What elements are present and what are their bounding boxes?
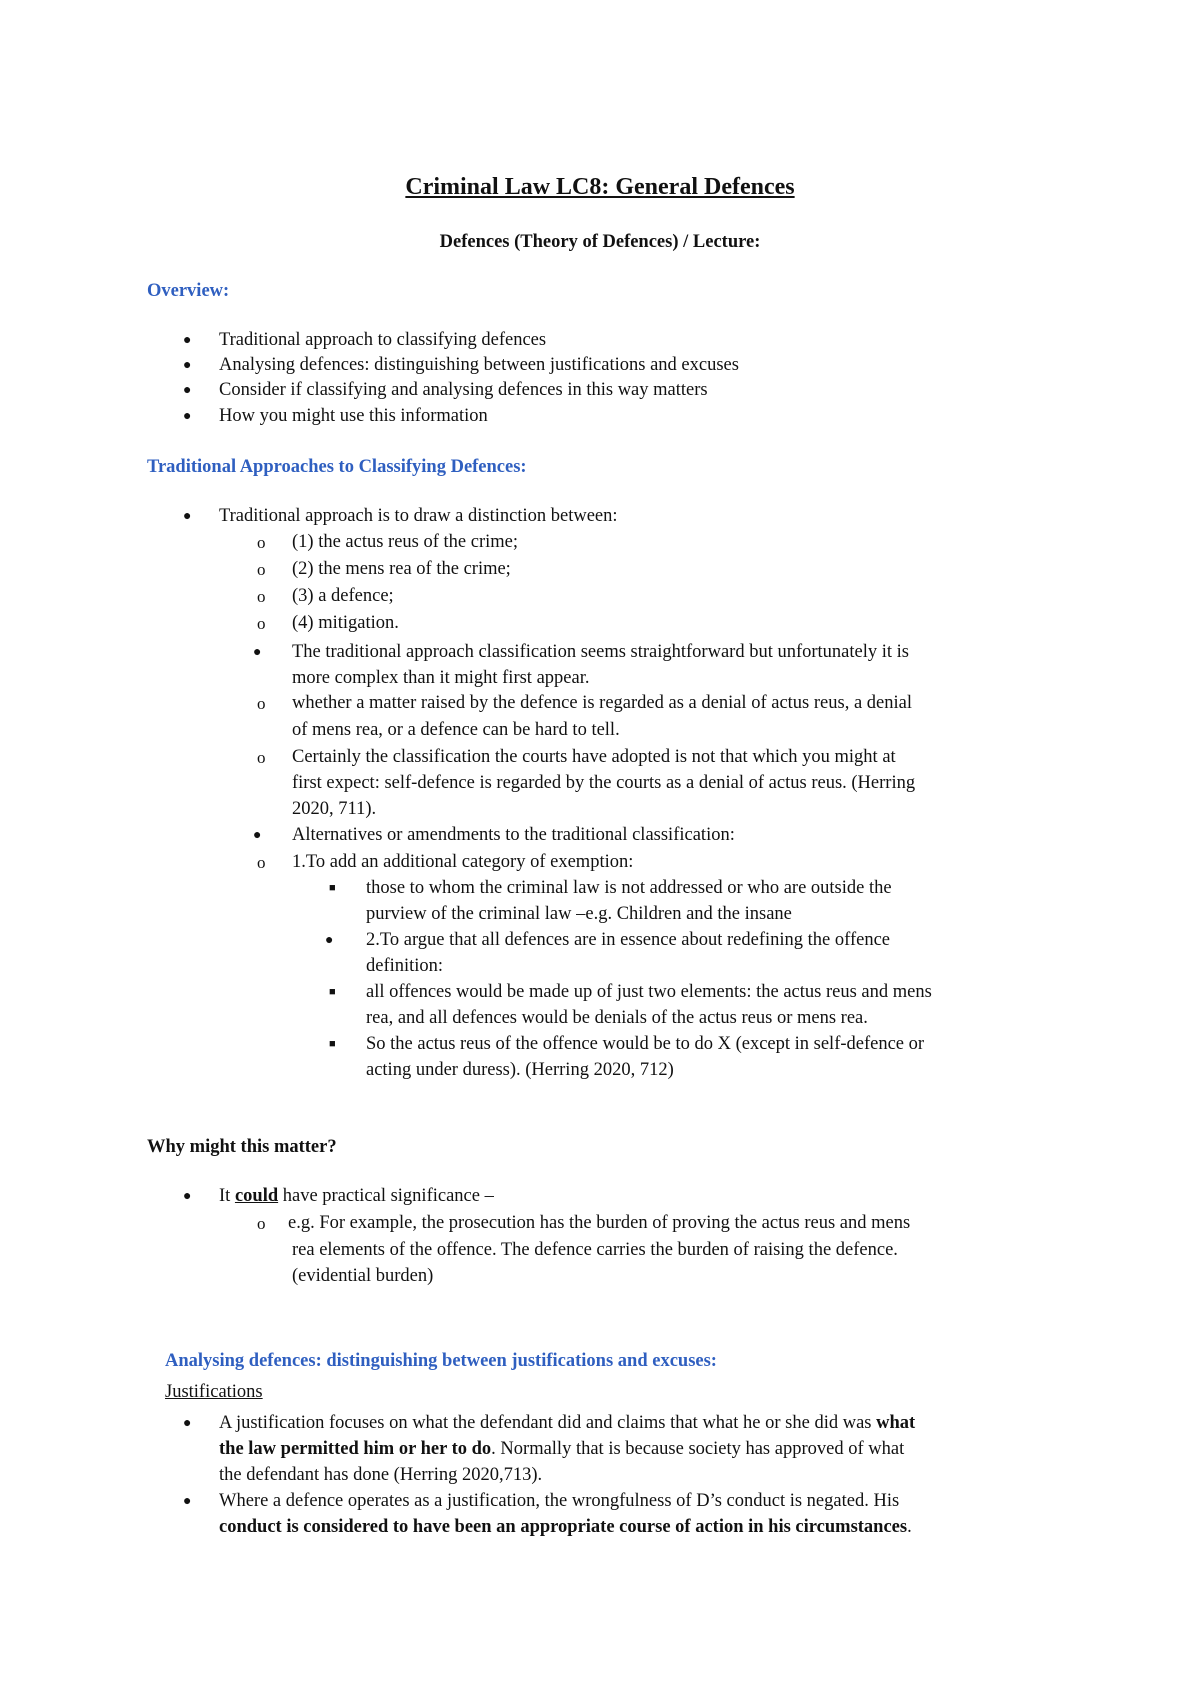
text-line: 2020, 711). <box>292 799 377 819</box>
why-emphasis: could <box>234 1186 279 1206</box>
traditional-lead: Traditional approach is to draw a distinction between: <box>219 506 618 526</box>
text-line: 1.To add an additional category of exemption: <box>292 852 634 872</box>
bullet-icon: ● <box>183 333 192 348</box>
bullet-icon: ● <box>183 1494 192 1509</box>
bullet-icon: ● <box>183 409 192 424</box>
text-line <box>219 1515 912 1540</box>
text-line: all offences would be made up of just two elements: the actus reus and mens <box>366 982 932 1002</box>
overview-heading: Overview: <box>147 281 230 301</box>
text-emphasis: the law permitted him or her to do <box>219 1439 492 1459</box>
why-text: have practical significance – <box>278 1186 494 1206</box>
analysing-heading: Analysing defences: distinguishing between justifications and excuses: <box>165 1351 717 1371</box>
bullet-icon: ● <box>253 828 262 843</box>
text-line: e.g. For example, the prosecution has the burden of proving the actus reus and mens <box>288 1213 911 1233</box>
circle-bullet-icon: o <box>257 587 266 606</box>
overview-item: Consider if classifying and analysing defences in this way matters <box>219 380 708 400</box>
text-line: the defendant has done (Herring 2020,713). <box>219 1465 543 1485</box>
circle-bullet-icon: o <box>257 614 266 633</box>
why-text: It <box>219 1186 235 1206</box>
bullet-icon: ● <box>183 383 192 398</box>
text-line: Certainly the classification the courts have adopted is not that which you might at <box>292 747 896 767</box>
overview-item: How you might use this information <box>219 406 488 426</box>
text-line: Where a defence operates as a justification, the wrongfulness of D’s conduct is negated. His <box>219 1491 900 1511</box>
part-item: (2) the mens rea of the crime; <box>292 559 511 579</box>
square-bullet-icon: ■ <box>329 1038 336 1050</box>
circle-bullet-icon: o <box>257 853 266 872</box>
part-item: (3) a defence; <box>292 586 394 606</box>
circle-bullet-icon: o <box>257 748 266 767</box>
text-line: first expect: self-defence is regarded by the courts as a denial of actus reus. (Herring <box>292 773 916 793</box>
part-item: (4) mitigation. <box>292 613 399 633</box>
text-emphasis: conduct is considered to have been an appropriate course of action in his circumstances <box>219 1517 908 1537</box>
bullet-icon: ● <box>253 645 262 660</box>
overview-item: Traditional approach to classifying defences <box>219 330 547 350</box>
text-line: purview of the criminal law –e.g. Children and the insane <box>366 904 792 924</box>
bullet-icon: ● <box>325 933 334 948</box>
text-line <box>219 1411 915 1436</box>
overview-item: Analysing defences: distinguishing between justifications and excuses <box>219 355 739 375</box>
text-line: rea, and all defences would be denials of the actus reus or mens rea. <box>366 1008 868 1028</box>
text-line: Alternatives or amendments to the traditional classification: <box>292 825 735 845</box>
circle-bullet-icon: o <box>257 1214 266 1233</box>
page-subtitle: Defences (Theory of Defences) / Lecture: <box>439 232 761 252</box>
text-line: acting under duress). (Herring 2020, 712) <box>366 1060 674 1080</box>
circle-bullet-icon: o <box>257 533 266 552</box>
text-line: definition: <box>366 956 444 976</box>
text-span: . <box>907 1517 912 1537</box>
text-line: (evidential burden) <box>292 1266 434 1286</box>
justifications-subheading: Justifications <box>165 1382 263 1402</box>
text-line: whether a matter raised by the defence is regarded as a denial of actus reus, a denial <box>292 693 912 713</box>
bullet-icon: ● <box>183 1189 192 1204</box>
text-line: more complex than it might first appear. <box>292 668 590 688</box>
text-line: So the actus reus of the offence would be to do X (except in self-defence or <box>366 1034 925 1054</box>
traditional-heading: Traditional Approaches to Classifying Defences: <box>147 457 527 477</box>
why-line <box>219 1184 494 1209</box>
text-emphasis: what <box>876 1413 916 1433</box>
circle-bullet-icon: o <box>257 560 266 579</box>
text-span: . Normally that is because society has approved of what <box>491 1439 905 1459</box>
circle-bullet-icon: o <box>257 694 266 713</box>
square-bullet-icon: ■ <box>329 882 336 894</box>
part-item: (1) the actus reus of the crime; <box>292 532 519 552</box>
square-bullet-icon: ■ <box>329 986 336 998</box>
why-heading: Why might this matter? <box>147 1137 337 1157</box>
text-line: 2.To argue that all defences are in essence about redefining the offence <box>366 930 891 950</box>
page-title: Criminal Law LC8: General Defences <box>405 174 795 200</box>
bullet-icon: ● <box>183 358 192 373</box>
bullet-icon: ● <box>183 1416 192 1431</box>
bullet-icon: ● <box>183 509 192 524</box>
text-line: of mens rea, or a defence can be hard to tell. <box>292 720 620 740</box>
text-line <box>219 1437 904 1462</box>
text-line: The traditional approach classification seems straightforward but unfortunately it is <box>292 642 909 662</box>
text-line: those to whom the criminal law is not addressed or who are outside the <box>366 878 892 898</box>
text-line: rea elements of the offence. The defence carries the burden of raising the defence. <box>292 1240 898 1260</box>
text-span: A justification focuses on what the defendant did and claims that what he or she did was <box>219 1413 877 1433</box>
